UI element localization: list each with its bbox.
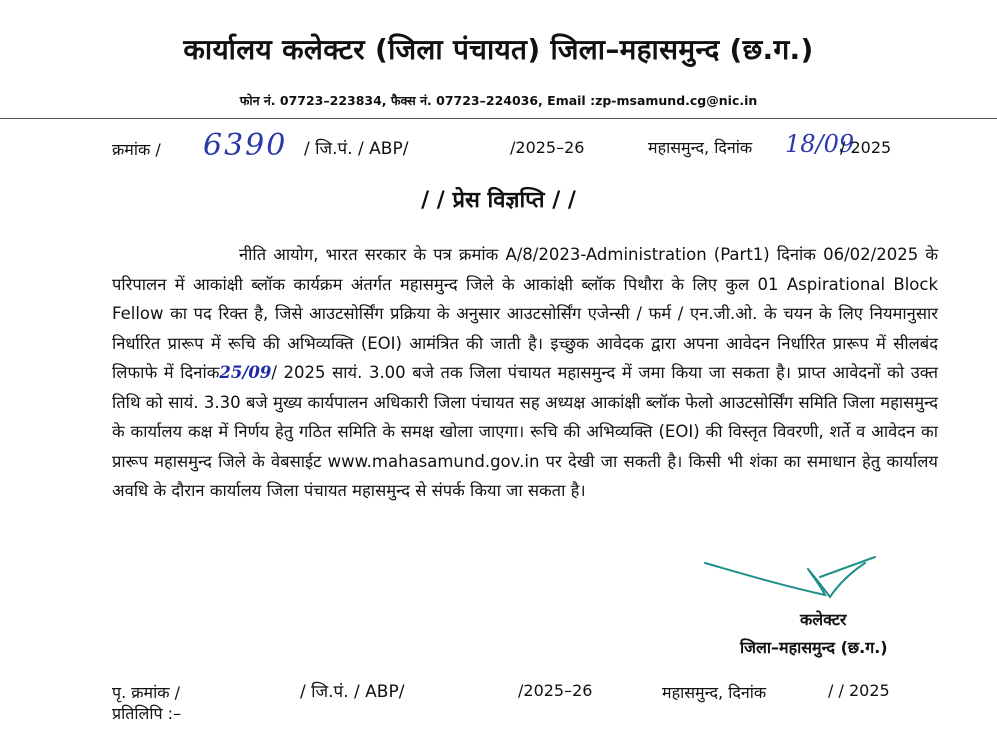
contact-line: फोन नं. 07723–223834, फैक्स नं. 07723–224036, Email :zp-msamund.cg@nic.in bbox=[239, 93, 758, 108]
signatory-district: जिला–महासमुन्द (छ.ग.) bbox=[740, 638, 888, 657]
signatory-title: कलेक्टर bbox=[800, 610, 847, 629]
ref-dept: / जि.पं. / ABP/ bbox=[304, 139, 409, 159]
endorsement-year: /2025–26 bbox=[518, 681, 593, 700]
body-paragraph bbox=[112, 240, 938, 506]
ref-date-handwritten: 18/09 bbox=[785, 130, 855, 158]
ref-label: क्रमांक / bbox=[112, 140, 161, 159]
ref-number-handwritten: 6390 bbox=[203, 128, 288, 163]
office-title: कार्यालय कलेक्टर (जिला पंचायत) जिला–महासमुन्द (छ.ग.) bbox=[183, 33, 814, 66]
deadline-date-handwritten: 25/09 bbox=[219, 363, 272, 382]
press-release-heading: / / प्रेस विज्ञप्ति / / bbox=[421, 188, 576, 213]
body-text-part1: नीति आयोग, भारत सरकार के पत्र क्रमांक A/8/2023-Administration (Part1) दिनांक 06/02/2025 के परिपालन में आकांक्षी ब्लॉक कार्यक्रम अंतर्गत महासमुन्द जिले के आकांक्षी ब्लॉक पिथौरा के लिए कुल 01 Aspirational Block Fellow का पद रिक्त है, जिसे आउटसोर्सिंग प्रक्रिया के अनुसार आउटसोर्सिंग एजेन्सी / फर्म / एन.जी.ओ. के चयन के लिए नियमानुसार निर्धारित प्रारूप में रूचि की अभिव्यक्ति (EOI) आमंत्रित की जाती है। इच्छुक आवेदक द्वारा अपना आवेदन निर्धारित प्रारूप में सीलबंद लिफाफे में दिनांक bbox=[112, 245, 938, 382]
ref-year: /2025–26 bbox=[510, 138, 585, 157]
endorsement-place-date-label: महासमुन्द, दिनांक bbox=[662, 683, 767, 702]
collector-signature bbox=[700, 555, 890, 620]
ref-date-year: / 2025 bbox=[840, 138, 892, 157]
ref-place-date-label: महासमुन्द, दिनांक bbox=[648, 138, 753, 157]
press-release-body bbox=[112, 240, 938, 506]
endorsement-dept: / जि.पं. / ABP/ bbox=[300, 682, 405, 702]
endorsement-date-blank: / / 2025 bbox=[828, 681, 890, 700]
endorsement-label: पृ. क्रमांक / bbox=[112, 683, 181, 702]
body-text-part2: / 2025 सायं. 3.00 बजे तक जिला पंचायत महासमुन्द में जमा किया जा सकता है। प्राप्त आवेदनों को उक्त तिथि को सायं. 3.30 बजे मुख्य कार्यपालन अधिकारी जिला पंचायत सह अध्यक्ष आकांक्षी ब्लॉक फेलो आउटसोर्सिंग समिति जिला महासमुन्द के कार्यालय कक्ष में निर्णय हेतु गठित समिति के समक्ष खोला जाएगा। रूचि की अभिव्यक्ति (EOI) की विस्तृत विवरणी, शर्ते व आवेदन का प्रारूप महासमुन्द जिले के वेबसाईट www.mahasamund.gov.in पर देखी जा सकती है। किसी भी शंका का समाधान हेतु कार्यालय अवधि के दौरान कार्यालय जिला पंचायत महासमुन्द से संपर्क किया जा सकता है। bbox=[112, 363, 938, 500]
copy-label: प्रतिलिपि :– bbox=[112, 704, 182, 723]
header-divider bbox=[0, 118, 997, 119]
